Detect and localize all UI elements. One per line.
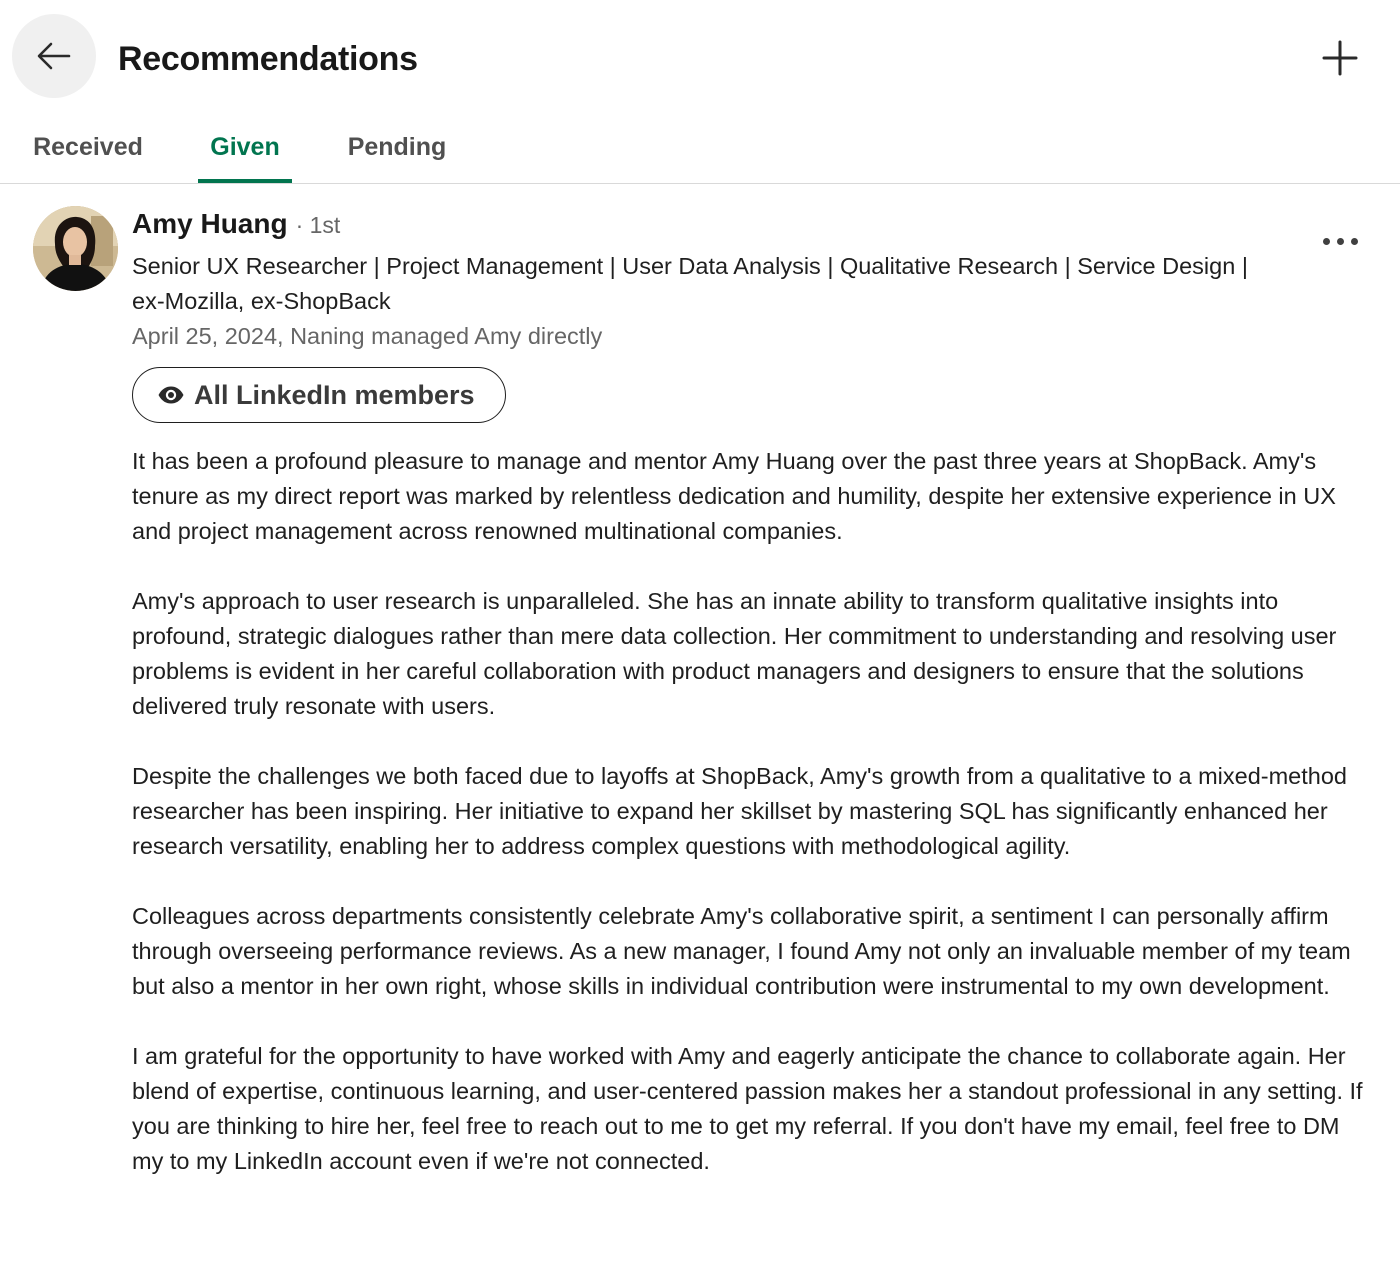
recommendation-paragraph: Despite the challenges we both faced due to layoffs at ShopBack, Amy's growth from a qualitative to a mixed-method researcher has been inspiring. Her initiative to expand her skillset by mastering SQL has significantly enhanced her research versatility, enabling her to address complex questions with methodological agility. — [132, 763, 1347, 859]
tab-pending[interactable]: Pending — [347, 132, 447, 161]
back-button[interactable] — [12, 14, 96, 98]
eye-icon — [157, 385, 185, 405]
visibility-button[interactable] — [132, 367, 506, 423]
recommendation-paragraph: I am grateful for the opportunity to have worked with Amy and eagerly anticipate the chance to collaborate again. Her blend of expertise, continuous learning, and user-centered passion makes her a standout professional in any setting. If you are thinking to hire her, feel free to reach out to me to get my referral. If you don't have my email, feel free to DM my to my LinkedIn account even if we're not connected. — [132, 1043, 1363, 1174]
page-header — [0, 0, 1400, 110]
recommendation-tabs — [0, 110, 1400, 184]
recommendee-name-row — [132, 208, 340, 240]
recommendation-paragraph: Colleagues across departments consistently celebrate Amy's collaborative spirit, a sentiment I can personally affirm through overseeing performance reviews. As a new manager, I found Amy not only an invaluable member of my team but also a mentor in her own right, whose skills in individual contribution were instrumental to my own development. — [132, 903, 1351, 999]
tab-given[interactable]: Given — [210, 132, 280, 161]
profile-photo — [33, 206, 118, 291]
visibility-label: All LinkedIn members — [194, 379, 475, 410]
recommendation-paragraph: Amy's approach to user research is unparalleled. She has an innate ability to transform qualitative insights into profound, strategic dialogues rather than mere data collection. Her commitment to understanding and resolving user problems is evident in her careful collaboration with product managers and designers to ensure that the solutions delivered truly resonate with users. — [132, 588, 1337, 719]
page-title: Recommendations — [118, 40, 418, 78]
divider — [0, 183, 1400, 184]
recommendation-date-relationship: April 25, 2024, Naning managed Amy directly — [132, 323, 603, 349]
connection-degree: · 1st — [295, 212, 341, 238]
plus-icon — [1320, 38, 1360, 78]
more-horizontal-icon — [1323, 238, 1358, 245]
recommendation-paragraph: It has been a profound pleasure to manage and mentor Amy Huang over the past three years at ShopBack. Amy's tenure as my direct report was marked by relentless dedication and humility, despite her extensive experience in UX and project management across renowned multinational companies. — [132, 448, 1336, 544]
recommendee-headline: Senior UX Researcher | Project Management | User Data Analysis | Qualitative Research | Service Design | ex-Mozilla, ex-ShopBack — [132, 253, 1248, 314]
arrow-left-icon — [33, 35, 75, 77]
tab-received[interactable]: Received — [33, 132, 143, 161]
more-options-button[interactable] — [1314, 224, 1366, 258]
recommendation-text — [132, 444, 1372, 1179]
add-recommendation-button[interactable] — [1312, 30, 1368, 86]
recommendee-name[interactable]: Amy Huang — [132, 208, 288, 239]
avatar[interactable] — [33, 206, 118, 291]
